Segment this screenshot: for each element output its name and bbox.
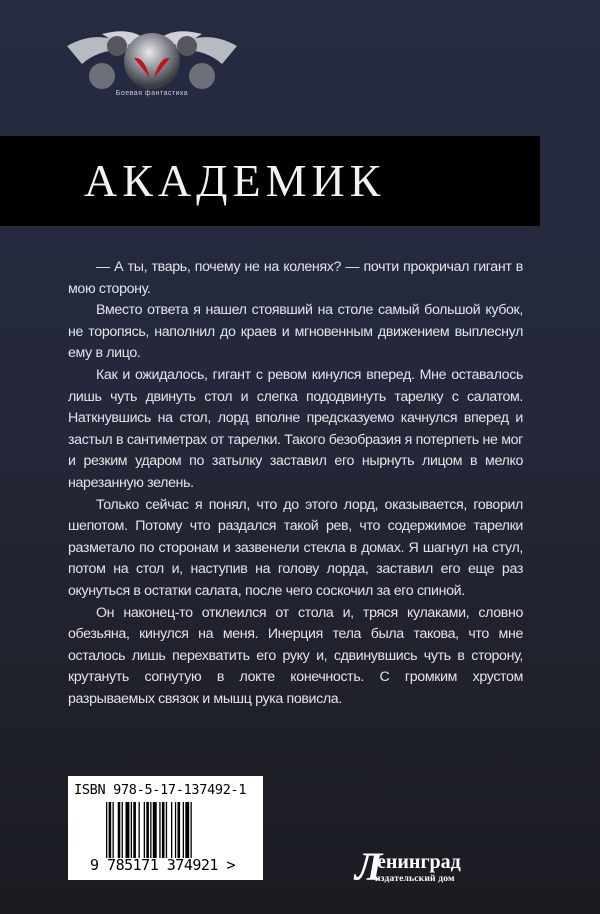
winged-mask-emblem-icon	[62, 6, 242, 96]
publisher-initial: Л	[355, 844, 383, 889]
isbn-number: ISBN 978-5-17-137492-1	[74, 782, 247, 798]
barcode-bar	[122, 802, 123, 858]
barcode-bar	[146, 802, 149, 858]
blurb-paragraph: Он наконец-то отклеился от стола и, тряся кулаками, словно обезьяна, кинулся на меня. Инерция тела была такова, что мне осталось лишь перехватить его руку и, сдвинувшись чуть в сторону, крутануть согнутую в локте конечность. С громким хрустом разрываемых связок и мышц рука повисла.	[68, 604, 523, 707]
barcode-bar	[183, 802, 184, 858]
barcode-bar	[131, 802, 132, 858]
blurb-paragraph: Только сейчас я понял, что до этого лорд, оказывается, говорил шепотом. Потому что раздался такой рев, что содержимое тарелки разметало по сторонам и зазвенели стекла в домах. Я шагнул на стул, потом на стол и, наступив на голову лорда, заставил его еще раз окунуться в остатки салата, после чего соскочил за его спиной.	[68, 496, 523, 599]
barcode-bar	[159, 802, 160, 858]
blurb-paragraph: Как и ожидалось, гигант с ревом кинулся вперед. Мне оставалось лишь чуть двинуть стол и слегка пододвинуть тарелку с салатом. Наткнувшись на стол, лорд вполне предсказуемо качнулся вперед и застыл в сантиметрах от тарелки. Такого безобразия я потерпеть не мог и резким ударом по затылку заставил его нырнуть лицом в мелко нарезанную зелень.	[68, 366, 523, 491]
barcode-bar	[113, 802, 114, 858]
barcode-bar	[139, 802, 140, 858]
series-logo-caption: Боевая фантастика	[115, 90, 189, 97]
barcode-bar	[126, 802, 130, 858]
barcode-bar	[106, 802, 107, 858]
series-logo	[62, 6, 242, 102]
barcode-bar	[109, 802, 112, 858]
publisher-name: енинград	[377, 851, 461, 873]
barcode-bar	[185, 802, 189, 858]
barcode-bar	[191, 802, 192, 858]
barcode-bar	[162, 802, 165, 858]
blurb-paragraph: — А ты, тварь, почему не на коленях? — почти прокричал гигант в мою сторону.	[68, 259, 523, 297]
isbn-barcode	[68, 776, 263, 880]
book-title: АКАДЕМИК	[84, 155, 386, 206]
barcode-digits: 9 785171 374921 >	[90, 856, 236, 874]
barcode-bar	[150, 802, 151, 858]
barcode-bar	[166, 802, 167, 858]
blurb-excerpt	[68, 257, 523, 710]
barcode-bar	[144, 802, 145, 858]
blurb-paragraph: Вместо ответа я нашел стоявший на столе самый большой кубок, не торопясь, наполнил до краев и мгновенным движением выплеснул ему в лицо.	[68, 302, 523, 362]
barcode-bar	[178, 802, 181, 858]
barcode-bar	[118, 802, 121, 858]
barcode-bar	[153, 802, 157, 858]
barcode-bar	[171, 802, 172, 858]
barcode-bar	[175, 802, 176, 858]
barcode-bar	[133, 802, 136, 858]
title-banner	[0, 136, 540, 226]
publisher-logo	[355, 844, 495, 889]
barcode-bars-icon	[106, 802, 236, 858]
publisher-subtitle: издательский дом	[375, 874, 455, 884]
